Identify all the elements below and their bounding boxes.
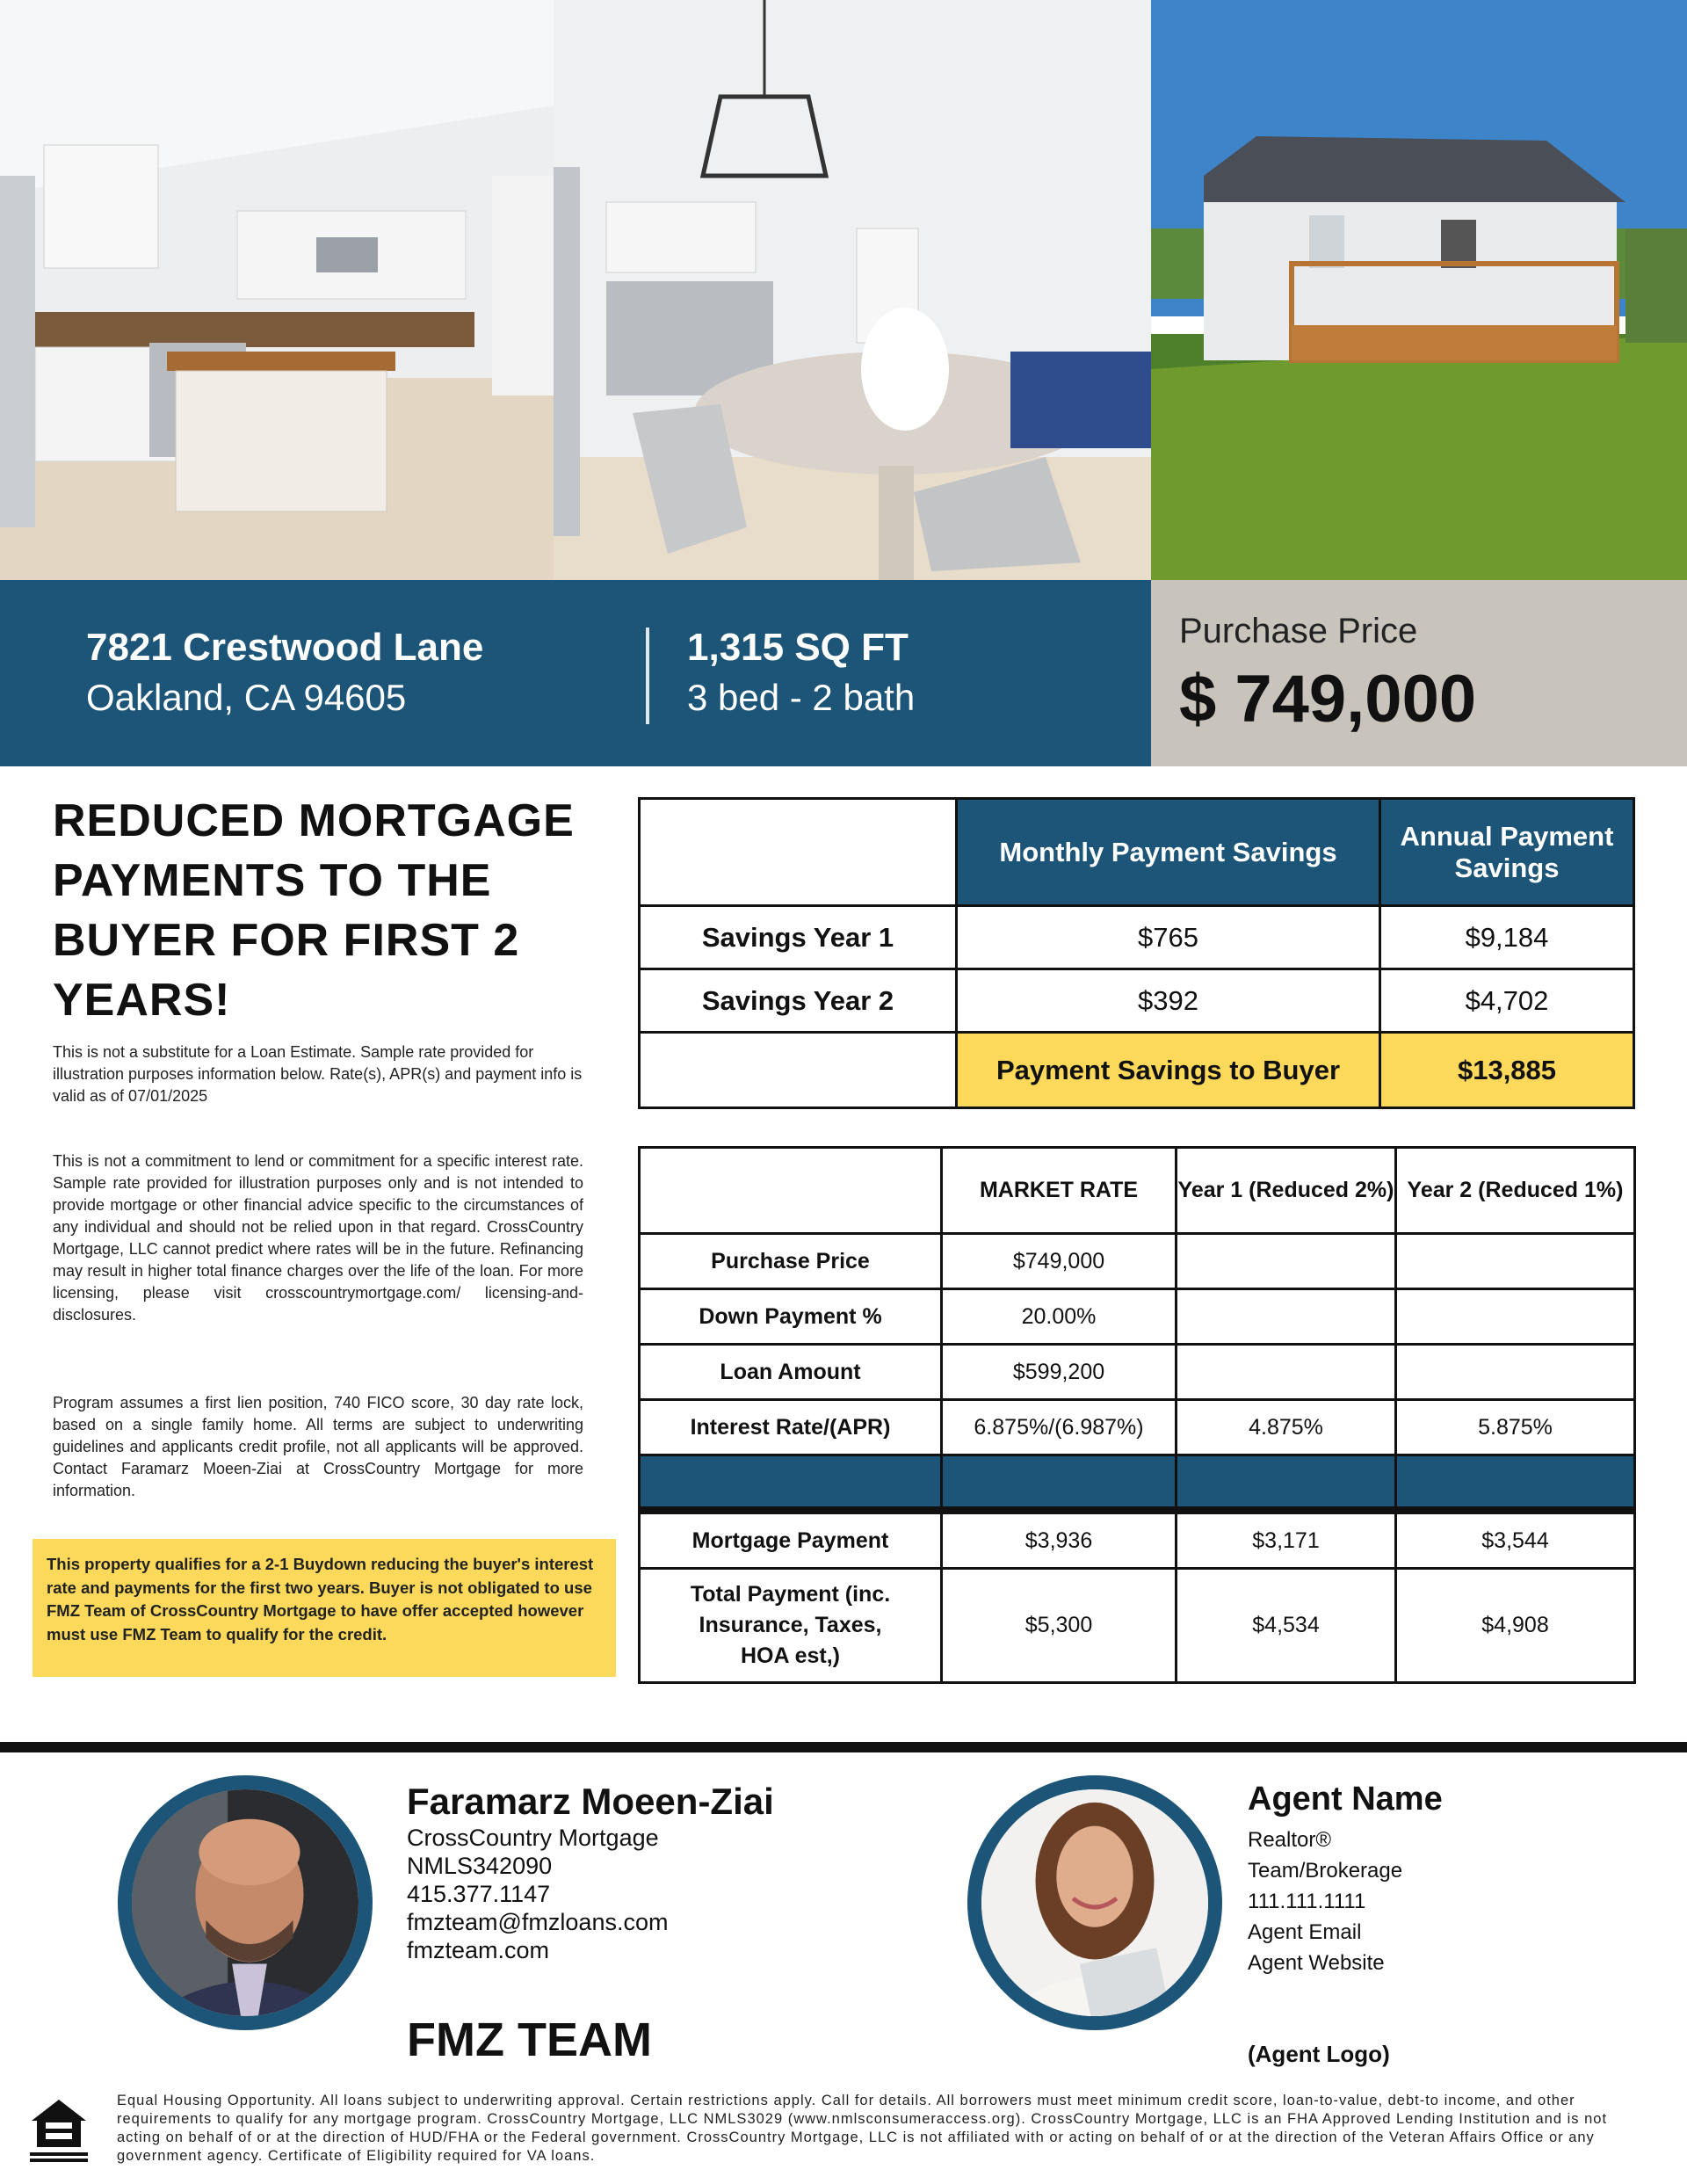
empty-cell bbox=[1177, 1289, 1396, 1345]
square-footage: 1,315 SQ FT bbox=[687, 626, 909, 669]
loan-officer-website[interactable]: fmzteam.com bbox=[407, 1937, 550, 1963]
loan-officer-email[interactable]: fmzteam@fmzloans.com bbox=[407, 1909, 669, 1935]
savings-table-corner bbox=[640, 799, 957, 906]
backyard-photo bbox=[1151, 0, 1687, 580]
agent-email[interactable]: Agent Email bbox=[1248, 1920, 1362, 1944]
purchase-price-value: $ 749,000 bbox=[1179, 662, 1477, 736]
savings-table bbox=[638, 797, 1635, 1109]
year2-header: Year 2 (Reduced 1%) bbox=[1396, 1148, 1635, 1234]
row-label: Total Payment (inc. Insurance, Taxes, HOA est,) bbox=[640, 1569, 942, 1683]
table-row bbox=[640, 969, 1634, 1033]
market-value: $599,200 bbox=[942, 1345, 1177, 1400]
monthly-savings-header: Monthly Payment Savings bbox=[957, 799, 1380, 906]
monthly-savings-value: $765 bbox=[957, 906, 1380, 969]
loan-officer-details bbox=[407, 1824, 668, 1964]
purchase-price-box bbox=[1151, 580, 1687, 766]
agent-name: Agent Name bbox=[1248, 1781, 1443, 1818]
annual-savings-value: $4,702 bbox=[1380, 969, 1634, 1033]
row-label: Savings Year 2 bbox=[640, 969, 957, 1033]
rate-table-corner bbox=[640, 1148, 942, 1234]
agent-details bbox=[1248, 1825, 1402, 1978]
agent-logo-placeholder: (Agent Logo) bbox=[1248, 2041, 1390, 2067]
row-label: Loan Amount bbox=[640, 1345, 942, 1400]
street-address: 7821 Crestwood Lane bbox=[86, 626, 484, 669]
equal-housing-icon bbox=[28, 2096, 90, 2166]
spacer-cell bbox=[640, 1455, 942, 1511]
empty-cell bbox=[640, 1033, 957, 1108]
year2-value: 5.875% bbox=[1396, 1400, 1635, 1455]
row-label: Savings Year 1 bbox=[640, 906, 957, 969]
city-line: Oakland, CA 94605 bbox=[86, 677, 407, 718]
spacer-cell bbox=[942, 1455, 1177, 1511]
monthly-savings-value: $392 bbox=[957, 969, 1380, 1033]
team-logo-text: FMZ TEAM bbox=[407, 2013, 652, 2066]
market-value: $749,000 bbox=[942, 1234, 1177, 1289]
footer-disclaimer: Equal Housing Opportunity. All loans subject to underwriting approval. Certain restrictions apply. Call for details. All borrowers must meet minimum credit score, loan-to-value, debt-to income, and other requirements to qualify for any mortgage program. CrossCountry Mortgage, LLC NMLS3029 (www.nmlsconsumeraccess.org). CrossCountry Mortgage, LLC is an FHA Approved Lending Institution and is not acting on behalf of or at the direction of HUD/FHA or the Federal government. CrossCountry Mortgage, LLC is not affiliated with or acting on behalf of or at the direction of the Veteran Affairs Office or any government agency. Certificate of Eligibility required for VA loans. bbox=[117, 2093, 1608, 2164]
empty-cell bbox=[1177, 1234, 1396, 1289]
table-row bbox=[640, 1400, 1635, 1455]
row-label: Interest Rate/(APR) bbox=[640, 1400, 942, 1455]
annual-savings-header: Annual Payment Savings bbox=[1380, 799, 1634, 906]
dining-photo bbox=[554, 0, 1151, 580]
market-value: $3,936 bbox=[942, 1511, 1177, 1569]
empty-cell bbox=[1396, 1345, 1635, 1400]
year1-value: 4.875% bbox=[1177, 1400, 1396, 1455]
purchase-price-label: Purchase Price bbox=[1179, 612, 1418, 650]
market-value: 6.875%/(6.987%) bbox=[942, 1400, 1177, 1455]
band-divider bbox=[646, 628, 649, 724]
year2-value: $4,908 bbox=[1396, 1569, 1635, 1683]
beds-baths: 3 bed - 2 bath bbox=[687, 677, 916, 718]
agent-brokerage: Team/Brokerage bbox=[1248, 1859, 1403, 1883]
listing-info-band bbox=[0, 580, 1151, 766]
table-row bbox=[640, 1234, 1635, 1289]
loan-officer-nmls: NMLS342090 bbox=[407, 1853, 553, 1879]
table-row-spacer bbox=[640, 1455, 1635, 1511]
agent-avatar bbox=[967, 1775, 1222, 2030]
spacer-cell bbox=[1177, 1455, 1396, 1511]
table-row bbox=[640, 1033, 1634, 1108]
row-label: Down Payment % bbox=[640, 1289, 942, 1345]
loan-officer-company: CrossCountry Mortgage bbox=[407, 1825, 659, 1851]
table-row bbox=[640, 1289, 1635, 1345]
total-savings-label: Payment Savings to Buyer bbox=[957, 1033, 1380, 1108]
empty-cell bbox=[1396, 1289, 1635, 1345]
empty-cell bbox=[1177, 1345, 1396, 1400]
table-row bbox=[640, 906, 1634, 969]
row-label: Mortgage Payment bbox=[640, 1511, 942, 1569]
footer-separator bbox=[0, 1742, 1687, 1752]
loan-officer-name: Faramarz Moeen-Ziai bbox=[407, 1781, 774, 1822]
disclaimer-paragraph-3: Program assumes a first lien position, 740 FICO score, 30 day rate lock, based on a single family home. All terms are subject to underwriting guidelines and applicants credit profile, not all applicants will be approved. Contact Faramarz Moeen-Ziai at CrossCountry Mortgage for more information. bbox=[53, 1394, 583, 1499]
total-savings-value: $13,885 bbox=[1380, 1033, 1634, 1108]
year1-value: $3,171 bbox=[1177, 1511, 1396, 1569]
market-value: $5,300 bbox=[942, 1569, 1177, 1683]
year2-value: $3,544 bbox=[1396, 1511, 1635, 1569]
buydown-note: This property qualifies for a 2-1 Buydown reducing the buyer's interest rate and payments for the first two years. Buyer is not obligated to use FMZ Team of CrossCountry Mortgage to have offer accepted however must use FMZ Team to qualify for the credit. bbox=[33, 1539, 616, 1677]
market-rate-header: MARKET RATE bbox=[942, 1148, 1177, 1234]
agent-phone[interactable]: 111.111.1111 bbox=[1248, 1890, 1366, 1913]
market-value: 20.00% bbox=[942, 1289, 1177, 1345]
table-row bbox=[640, 1345, 1635, 1400]
disclaimer-paragraph-1: This is not a substitute for a Loan Estimate. Sample rate provided for illustration purposes information below. Rate(s), APR(s) and payment info is valid as of 07/01/2025 bbox=[53, 1043, 583, 1105]
table-row bbox=[640, 1569, 1635, 1683]
rate-comparison-table bbox=[638, 1146, 1636, 1684]
loan-officer-avatar bbox=[118, 1775, 373, 2030]
spacer-cell bbox=[1396, 1455, 1635, 1511]
year1-value: $4,534 bbox=[1177, 1569, 1396, 1683]
year1-header: Year 1 (Reduced 2%) bbox=[1177, 1148, 1396, 1234]
agent-title: Realtor® bbox=[1248, 1828, 1332, 1852]
disclaimer-paragraph-2: This is not a commitment to lend or commitment for a specific interest rate. Sample rate provided for illustration purposes only and is not intended to provide mortgage or other financial advice specific to the circumstances of any individual and should not be relied upon in that regard. CrossCountry Mortgage, LLC cannot predict where rates will be in the future. Refinancing may result in higher total finance charges over the life of the loan. For more licensing, please visit crosscountrymortgage.com/ licensing-and-disclosures. bbox=[53, 1152, 583, 1324]
row-label: Purchase Price bbox=[640, 1234, 942, 1289]
headline: REDUCED MORTGAGE PAYMENTS TO THE BUYER FOR FIRST 2 YEARS! bbox=[53, 795, 575, 1026]
loan-officer-phone[interactable]: 415.377.1147 bbox=[407, 1881, 551, 1907]
annual-savings-value: $9,184 bbox=[1380, 906, 1634, 969]
kitchen-photo bbox=[0, 0, 554, 580]
table-row bbox=[640, 1511, 1635, 1569]
agent-website[interactable]: Agent Website bbox=[1248, 1951, 1385, 1975]
empty-cell bbox=[1396, 1234, 1635, 1289]
